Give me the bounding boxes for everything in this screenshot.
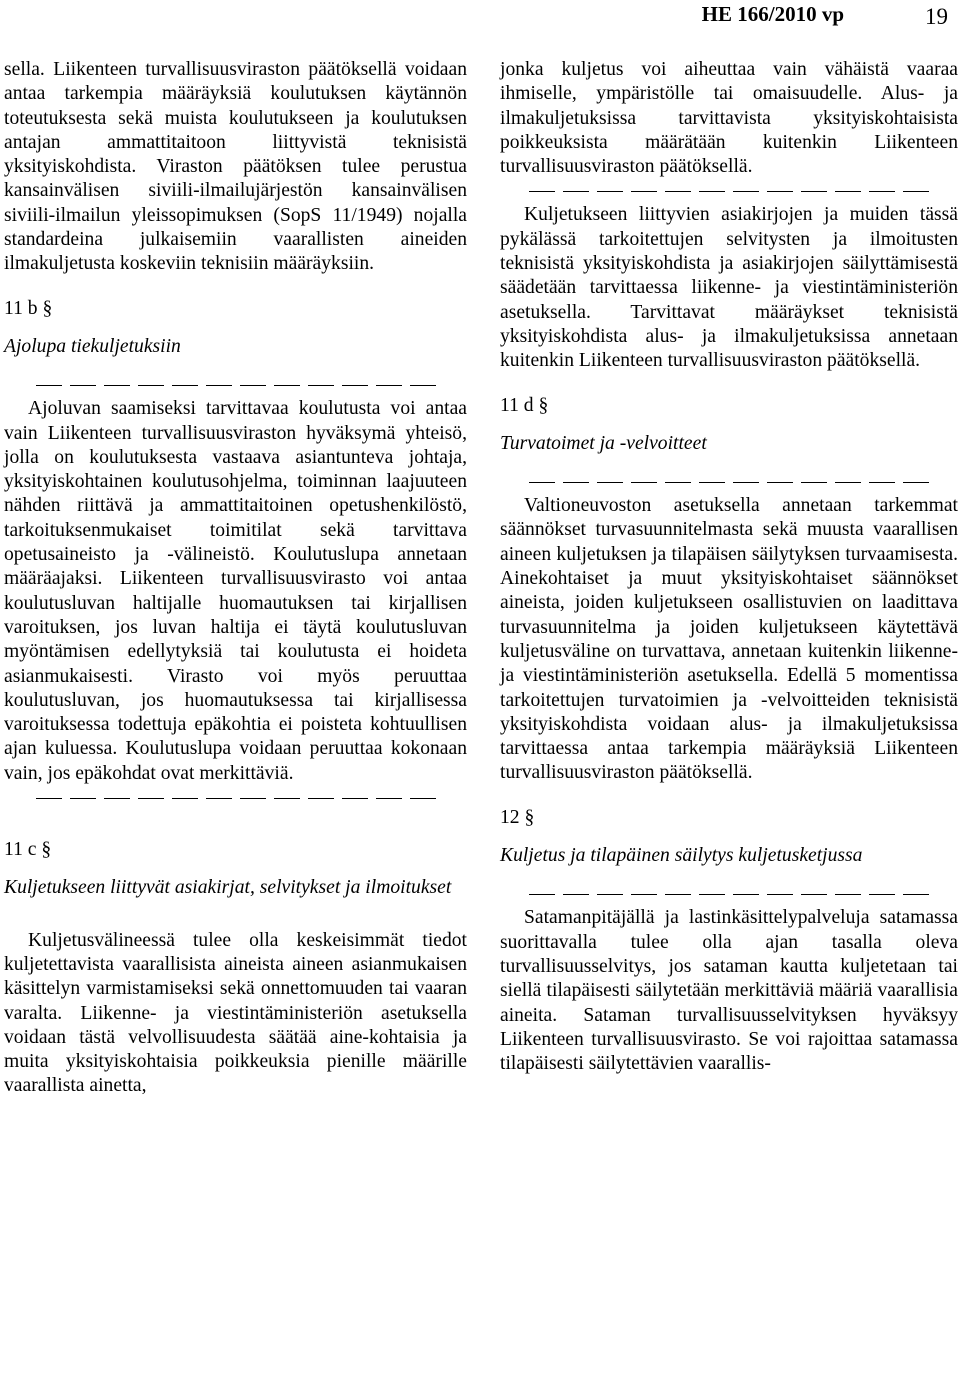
paragraph: Ajoluvan saamiseksi tarvittavaa koulutusta voi antaa vain Liikenteen turvallisuusviraston hyväksymä yhteisö, jolla on koulutuksesta vastaava asiantunteva johtaja, yksityiskohtainen koulutusohjelma, toiminnan laajuuteen nähden riittävä ja ammattitaitoinen opetushenkilöstö, tarkoituksenmukaiset toimitilat sekä tarvittava opetusaineisto ja -välineistö. Koulutuslupa annetaan määräajaksi. Liikenteen turvallisuusvirasto voi antaa koulutusluvan haltijalle huomautuksen tai kirjallisen varoituksen, jos luvan haltija ei täytä koulutusluvan myöntämisen edellytyksiä tai koulutusta ei hoideta asianmukaisesti. Virasto voi myös peruuttaa koulutusluvan, jos huomautuksessa tai kirjallisessa varoituksessa todettuja epäkohtia ei poisteta kohtuullisen ajan kuluessa. Koulutuslupa voidaan peruuttaa kokonaan vain, jos epäkohdat ovat merkittäviä.	[4, 398, 467, 784]
page-number: 19	[925, 4, 948, 29]
omission-dashes	[500, 470, 958, 494]
omission-dashes	[4, 786, 467, 810]
omission-dashes	[500, 882, 958, 906]
paragraph: sella. Liikenteen turvallisuusviraston päätöksellä voidaan antaa tarkempia määräyksiä koulutuksen käytännön toteutuksesta sekä muista koulutukseen ja koulutuksen antajan ammattitaitoon liittyvistä teknisistä yksityiskohdista. Viraston päätöksen tulee perustua kansainvälisen siviili-ilmailujärjestön kansainvälisen siviili-ilmailun yleissopimuksen (SopS 11/1949) nojalla standardeina julkaisemiin vaarallisten aineiden ilmakuljetusta koskeviin teknisiin määräyksiin.	[4, 59, 467, 275]
section-number: 11 b §	[4, 297, 53, 319]
page-header	[0, 0, 960, 34]
left-column	[4, 58, 467, 1099]
section-title: Kuljetus ja tilapäinen säilytys kuljetusketjussa	[500, 845, 863, 867]
omission-dashes	[4, 373, 467, 397]
paragraph: Satamanpitäjällä ja lastinkäsittelypalveluja satamassa suorittavalla tulee olla ajan tasalla oleva turvallisuusselvitys, jos sataman kautta kuljetetaan tai siellä tilapäisesti säilytetään merkittäviä määriä vaarallisia aineita. Sataman turvallisuusselvityksen hyväksyy Liikenteen turvallisuusvirasto. Se voi rajoittaa satamassa tilapäisesti säilytettävien vaarallis-	[500, 907, 958, 1075]
section-number: 12 §	[500, 806, 535, 828]
section-title: Turvatoimet ja -velvoitteet	[500, 432, 707, 454]
section-number: 11 d §	[500, 394, 549, 416]
section-title: Ajolupa tiekuljetuksiin	[4, 335, 181, 357]
paragraph: Kuljetusvälineessä tulee olla keskeisimmät tiedot kuljetettavista vaarallisista aineista aineen asianmukaisen käsittelyn varmistamiseksi sekä onnettomuuden tai vaaran varalta. Liikenne- ja viestintäministeriön asetuksella voidaan tästä velvollisuudesta säätää aine-kohtaisia ja muita yksityiskohtaisia poikkeuksia pienille määrille vaarallista ainetta,	[4, 929, 467, 1097]
document-id: HE 166/2010 vp	[701, 2, 844, 26]
section-title: Kuljetukseen liittyvät asiakirjat, selvitykset ja ilmoitukset	[4, 877, 452, 899]
paragraph: jonka kuljetus voi aiheuttaa vain vähäistä vaaraa ihmiselle, ympäristölle tai omaisuudelle. Alus- ja ilmakuljetuksissa tarvittavista yksityiskohtaisista poikkeuksista määrätään kuitenkin Liikenteen turvallisuusviraston päätöksellä.	[500, 59, 958, 178]
section-number: 11 c §	[4, 839, 52, 861]
omission-dashes	[500, 179, 958, 203]
right-column	[500, 58, 958, 1076]
paragraph: Kuljetukseen liittyvien asiakirjojen ja muiden tässä pykälässä tarkoitettujen selvitysten ja ilmoitusten teknisistä yksityiskohdista ja asiakirjojen säilyttämisestä säädetään tarvittaessa liikenne- ja viestintäministeriön asetuksella. Tarvittavat määräykset teknisistä yksityiskohdista alus- ja ilmakuljetuksissa annetaan kuitenkin Liikenteen turvallisuusviraston päätöksellä.	[500, 204, 958, 372]
paragraph: Valtioneuvoston asetuksella annetaan tarkemmat säännökset turvasuunnitelmasta sekä muusta vaarallisen aineen kuljetuksen ja tilapäisen säilytyksen turvaamisesta. Ainekohtaiset ja muut yksityiskohtaiset säännökset aineista, joiden kuljetukseen osallistuvien on laadittava turvasuunnitelma ja joiden kuljetukseen käytettävä kuljetusväline on turvattava, annetaan kuitenkin liikenne- ja viestintäministeriön asetuksella. Edellä 5 momentissa tarkoitettujen turvatoimien ja -velvoitteiden teknisistä yksityiskohdista voidaan alus- ja ilmakuljetuksissa tarvittaessa antaa tarkempia määräyksiä Liikenteen turvallisuusviraston päätöksellä.	[500, 495, 958, 784]
